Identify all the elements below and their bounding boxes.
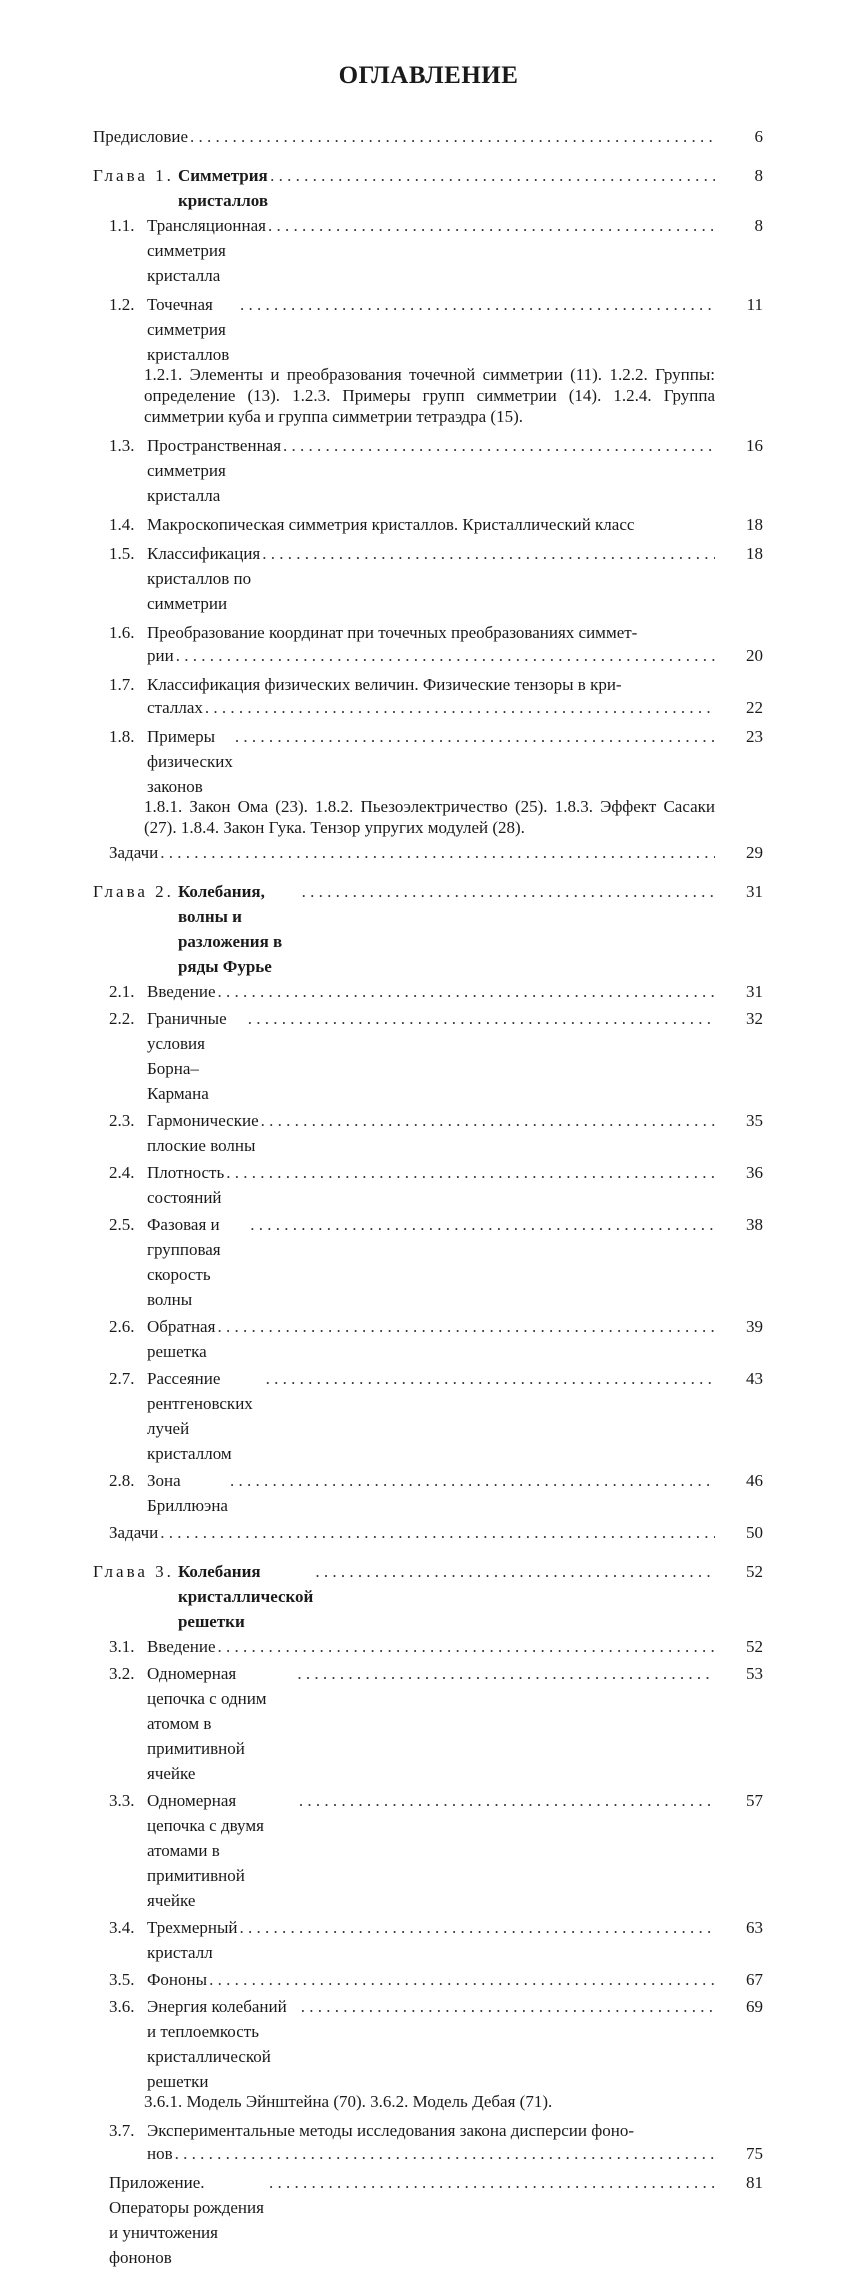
toc-section-3-3[interactable] [93,1788,763,1913]
toc-section-1-1[interactable] [93,213,763,288]
leader-dots [259,1108,715,1133]
toc-page-number: 75 [746,2144,763,2163]
toc-problems-2[interactable] [93,1520,763,1545]
section-number: 1.4. [109,515,135,534]
toc-section-3-2[interactable] [93,1661,763,1786]
toc-entry-text: Предисловие [93,127,189,146]
toc-chapter-1[interactable] [93,163,763,213]
section-number: 2.8. [109,1471,135,1490]
table-of-contents [93,124,763,2270]
section-title-line1: Экспериментальные методы исследования закона дисперсии фоно- [147,2121,634,2140]
toc-page-number: 36 [746,1163,763,1182]
leader-dots [173,2141,715,2166]
toc-page-number: 81 [746,2173,763,2192]
section-title: Трансляционная симметрия кристалла [147,216,266,285]
toc-section-2-7[interactable] [93,1366,763,1466]
toc-section-1-5[interactable] [93,541,763,616]
toc-page-number: 8 [754,166,763,185]
leader-dots [207,1967,715,1992]
leader-dots [313,1559,715,1584]
section-number: 2.2. [109,1009,135,1028]
toc-page-number: 31 [746,982,763,1001]
leader-dots [281,433,715,458]
toc-page-number: 23 [746,727,763,746]
toc-page-number: 20 [746,646,763,665]
leader-dots [300,879,715,904]
toc-section-1-7-cont[interactable] [93,695,763,720]
section-number: 2.1. [109,982,135,1001]
leader-dots [216,979,715,1004]
section-title: Плотность состояний [147,1163,225,1207]
toc-page-number: 39 [746,1317,763,1336]
section-number: 2.6. [109,1317,135,1336]
section-title: Примеры физических законов [147,727,233,796]
toc-page-number: 32 [746,1009,763,1028]
toc-page-number: 31 [746,882,763,901]
leader-dots [215,1314,715,1339]
toc-page-number: 46 [746,1471,763,1490]
toc-page-number: 18 [746,544,763,563]
toc-page-number: 43 [746,1369,763,1388]
toc-section-3-4[interactable] [93,1915,763,1965]
problems-title: Задачи [109,843,159,862]
chapter-title: Симметрия кристаллов [177,166,269,210]
chapter-title: Колебания, волны и разложения в ряды Фурье [177,882,283,976]
toc-page-number: 35 [746,1111,763,1130]
chapter-number: Глава 1. [93,166,174,185]
leader-dots [295,1661,715,1686]
section-title: Зона Бриллюэна [147,1471,228,1515]
section-title: Одномерная цепочка с двумя атомами в примитивной ячейке [147,1791,264,1910]
leader-dots [237,1915,715,1940]
section-number: 1.8. [109,727,135,746]
leader-dots [267,2170,715,2195]
toc-chapter-2[interactable] [93,879,763,979]
toc-page-number: 16 [746,436,763,455]
subsection-list: 1.2.1. Элементы и преобразования точечной симметрии (11). 1.2.2. Группы: определение (13). 1.2.3. Примеры групп симметрии (14). 1.2.4. Группа симметрии куба и группа симметрии тетраэдра (15). [144,365,715,426]
leader-dots [266,213,715,238]
section-number: 3.3. [109,1791,135,1810]
toc-page-number: 50 [746,1523,763,1542]
toc-section-3-5[interactable] [93,1967,763,1992]
toc-section-3-1[interactable] [93,1634,763,1659]
section-number: 2.5. [109,1215,135,1234]
toc-section-1-3[interactable] [93,433,763,508]
toc-section-2-8[interactable] [93,1468,763,1518]
toc-page-number: 67 [746,1970,763,1989]
toc-page-number: 38 [746,1215,763,1234]
toc-entry-preface[interactable] [93,124,763,149]
section-title: Точечная симметрия кристаллов [147,295,230,364]
toc-page-number: 11 [746,295,763,314]
section-title: Рассеяние рентгеновских лучей кристаллом [147,1369,253,1463]
leader-dots [238,292,715,317]
toc-section-3-6[interactable] [93,1994,763,2094]
leader-dots [268,163,715,188]
toc-page-number: 8 [754,216,763,235]
section-number: 1.5. [109,544,135,563]
section-number: 3.1. [109,1637,135,1656]
section-number: 1.1. [109,216,135,235]
section-title: Пространственная симметрия кристалла [147,436,282,505]
toc-section-1-6-cont[interactable] [93,643,763,668]
leader-dots [299,1994,715,2019]
section-number: 1.3. [109,436,135,455]
toc-problems-1[interactable] [93,840,763,865]
toc-page-number: 69 [746,1997,763,2016]
section-title-line2: сталлах [147,698,203,717]
section-number: 2.4. [109,1163,135,1182]
section-title: Энергия колебаний и теплоемкость кристаллической решетки [147,1997,287,2091]
toc-page-number: 6 [754,127,763,146]
toc-page-number: 22 [746,698,763,717]
toc-page-number: 52 [746,1637,763,1656]
toc-page-number: 63 [746,1918,763,1937]
section-title: Обратная решетка [147,1317,216,1361]
section-number: 3.2. [109,1664,135,1683]
leader-dots [233,724,715,749]
section-number: 2.3. [109,1111,135,1130]
chapter-title: Колебания кристаллической решетки [177,1562,314,1631]
leader-dots [203,695,715,720]
section-title: Введение [147,982,216,1001]
leader-dots [228,1468,715,1493]
section-number: 3.4. [109,1918,135,1937]
leader-dots [174,643,715,668]
toc-chapter-3[interactable] [93,1559,763,1634]
leader-dots [248,1212,715,1237]
toc-section-1-2[interactable] [93,292,763,367]
toc-section-2-2[interactable] [93,1006,763,1106]
problems-title: Задачи [109,1523,159,1542]
toc-appendix[interactable] [93,2170,763,2270]
toc-page-number: 57 [746,1791,763,1810]
leader-dots [188,124,715,149]
leader-dots [224,1160,715,1185]
leader-dots [264,1366,715,1391]
toc-page-number: 52 [746,1562,763,1581]
section-title: Макроскопическая симметрия кристаллов. Кристаллический класс [147,515,635,534]
leader-dots [297,1788,715,1813]
section-title-line1: Преобразование координат при точечных преобразованиях симмет- [147,623,638,642]
subsection-list: 1.8.1. Закон Ома (23). 1.8.2. Пьезоэлектричество (25). 1.8.3. Эффект Сасаки (27). 1.8.4. Закон Гука. Тензор упругих модулей (28). [144,797,715,837]
section-number: 1.7. [109,675,135,694]
section-title: Гармонические плоские волны [147,1111,259,1155]
section-title-line2: нов [147,2144,173,2163]
subsection-list: 3.6.1. Модель Эйнштейна (70). 3.6.2. Модель Дебая (71). [144,2092,553,2111]
section-title: Классификация кристаллов по симметрии [147,544,261,613]
section-title: Трехмерный кристалл [147,1918,238,1962]
toc-section-1-8[interactable] [93,724,763,799]
section-title: Фазовая и групповая скорость волны [147,1215,221,1309]
toc-section-2-5[interactable] [93,1212,763,1312]
toc-section-1-7[interactable] [93,672,763,697]
section-title: Введение [147,1637,216,1656]
leader-dots [216,1634,715,1659]
toc-section-1-4[interactable] [93,512,763,537]
section-number: 3.5. [109,1970,135,1989]
chapter-number: Глава 2. [93,882,174,901]
toc-section-3-7-cont[interactable] [93,2141,763,2166]
toc-section-3-7[interactable] [93,2118,763,2143]
toc-section-2-3[interactable] [93,1108,763,1158]
leader-dots [260,541,715,566]
page-title: ОГЛАВЛЕНИЕ [338,62,519,89]
section-number: 2.7. [109,1369,135,1388]
chapter-number: Глава 3. [93,1562,174,1581]
toc-page-number: 53 [746,1664,763,1683]
toc-section-2-1[interactable] [93,979,763,1004]
section-number: 1.6. [109,623,135,642]
section-title: Фононы [147,1970,208,1989]
section-title: Одномерная цепочка с одним атомом в примитивной ячейке [147,1664,267,1783]
leader-dots [158,1520,715,1545]
leader-dots [246,1006,715,1031]
section-number: 3.7. [109,2121,135,2140]
section-number: 1.2. [109,295,135,314]
toc-section-1-6[interactable] [93,620,763,645]
section-number: 3.6. [109,1997,135,2016]
section-title-line2: рии [147,646,174,665]
toc-section-2-4[interactable] [93,1160,763,1210]
section-title-line1: Классификация физических величин. Физические тензоры в кри- [147,675,622,694]
toc-page-number: 18 [746,515,763,534]
section-title: Граничные условия Борна–Кармана [147,1009,227,1103]
leader-dots [158,840,715,865]
toc-section-2-6[interactable] [93,1314,763,1364]
toc-page-number: 29 [746,843,763,862]
appendix-title: Приложение. Операторы рождения и уничтожения фононов [109,2173,264,2267]
